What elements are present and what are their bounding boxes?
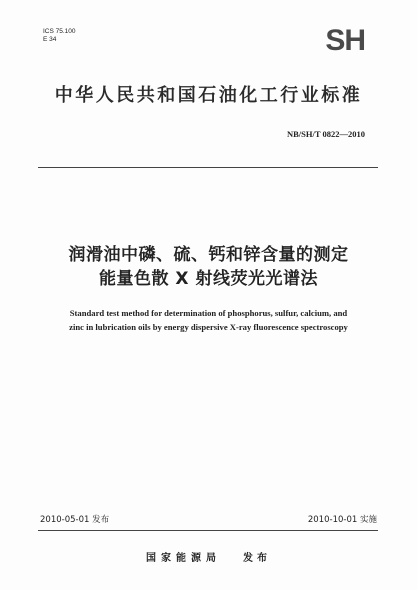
standard-number: NB/SH/T 0822—2010 — [286, 129, 365, 139]
classification-codes — [43, 28, 76, 44]
issuer-action: 发布 — [243, 553, 271, 564]
top-divider — [38, 167, 378, 168]
ics-code: ICS 75.100 — [43, 28, 76, 35]
english-title-line-2: zinc in lubrication oils by energy dispersive X-ray fluorescence spectroscopy — [69, 322, 348, 332]
chinese-title-line-1: 润滑油中磷、硫、钙和锌含量的测定 — [68, 245, 349, 265]
english-title-line-1: Standard test method for determination of phosphorus, sulfur, calcium, and — [69, 308, 348, 318]
category-code: E 34 — [43, 36, 57, 43]
issue-date: 2010-05-01 发布 — [40, 515, 110, 525]
chinese-title-line-2: 能量色散 X 射线荧光光谱法 — [99, 269, 318, 289]
issuer-name: 国家能源局 — [146, 553, 221, 564]
organization-title: 中华人民共和国石油化工行业标准 — [54, 85, 363, 106]
implementation-date: 2010-10-01 实施 — [307, 515, 377, 525]
bottom-divider — [38, 530, 378, 531]
sh-logo: SH — [325, 24, 365, 57]
issuer-line — [0, 552, 417, 566]
